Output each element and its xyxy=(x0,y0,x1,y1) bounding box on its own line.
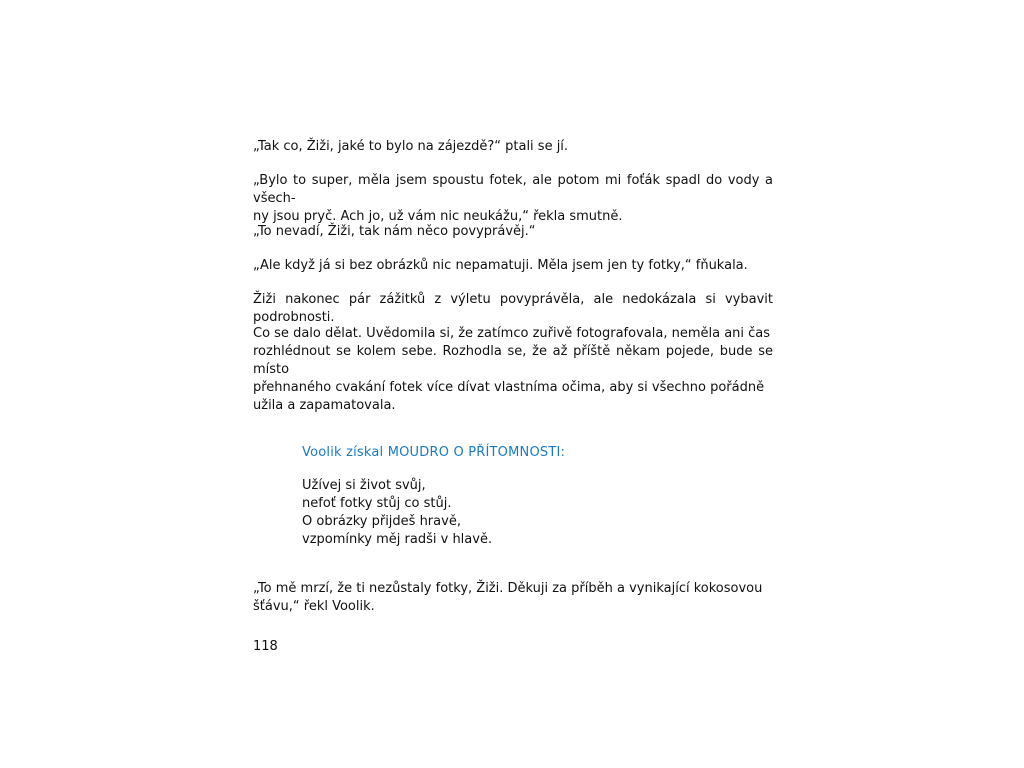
paragraph-line: „Bylo to super, měla jsem spoustu fotek, ale potom mi foťák spadl do vody a všech- xyxy=(253,173,773,206)
page-number: 118 xyxy=(253,639,278,654)
paragraph-text: „To nevadí, Žiži, tak nám něco povyprávěj.“ xyxy=(253,224,536,239)
wisdom-poem xyxy=(302,477,492,549)
paragraph-retold xyxy=(253,291,773,327)
paragraph-no-memory xyxy=(253,257,773,275)
poem-line: vzpomínky měj radši v hlavě. xyxy=(302,532,493,547)
paragraph-line: Co se dalo dělat. Uvědomila si, že zatímco zuřivě fotografovala, neměla ani čas xyxy=(253,326,771,341)
paragraph-text: „Ale když já si bez obrázků nic nepamatuji. Měla jsem jen ty fotky,“ fňukala. xyxy=(253,258,748,273)
paragraph-realization xyxy=(253,325,773,415)
poem-line: Užívej si život svůj, xyxy=(302,478,426,493)
paragraph-text: Žiži nakonec pár zážitků z výletu povyprávěla, ale nedokázala si vybavit podrobnosti. xyxy=(253,292,773,325)
paragraph-text: „Tak co, Žiži, jaké to bylo na zájezdě?“ ptali se jí. xyxy=(253,139,569,154)
paragraph-line: užila a zapamatovala. xyxy=(253,398,396,413)
paragraph-question xyxy=(253,138,773,156)
paragraph-line: ny jsou pryč. Ach jo, už vám nic neukážu,“ řekla smutně. xyxy=(253,209,623,224)
paragraph-line: „To mě mrzí, že ti nezůstaly fotky, Žiži. Děkuji za příběh a vynikající kokosovou xyxy=(253,581,763,596)
wisdom-heading: Voolik získal MOUDRO O PŘÍTOMNOSTI: xyxy=(302,445,566,460)
paragraph-line: přehnaného cvakání fotek více dívat vlastníma očima, aby si všechno pořádně xyxy=(253,380,765,395)
paragraph-photos-lost xyxy=(253,172,773,226)
paragraph-line: šťávu,“ řekl Voolik. xyxy=(253,599,375,614)
paragraph-tell-us xyxy=(253,223,773,241)
poem-line: O obrázky přijdeš hravě, xyxy=(302,514,461,529)
paragraph-line: rozhlédnout se kolem sebe. Rozhodla se, že až příště někam pojede, bude se místo xyxy=(253,344,773,377)
poem-line: nefoť fotky stůj co stůj. xyxy=(302,496,452,511)
paragraph-voolik-thanks xyxy=(253,580,773,616)
